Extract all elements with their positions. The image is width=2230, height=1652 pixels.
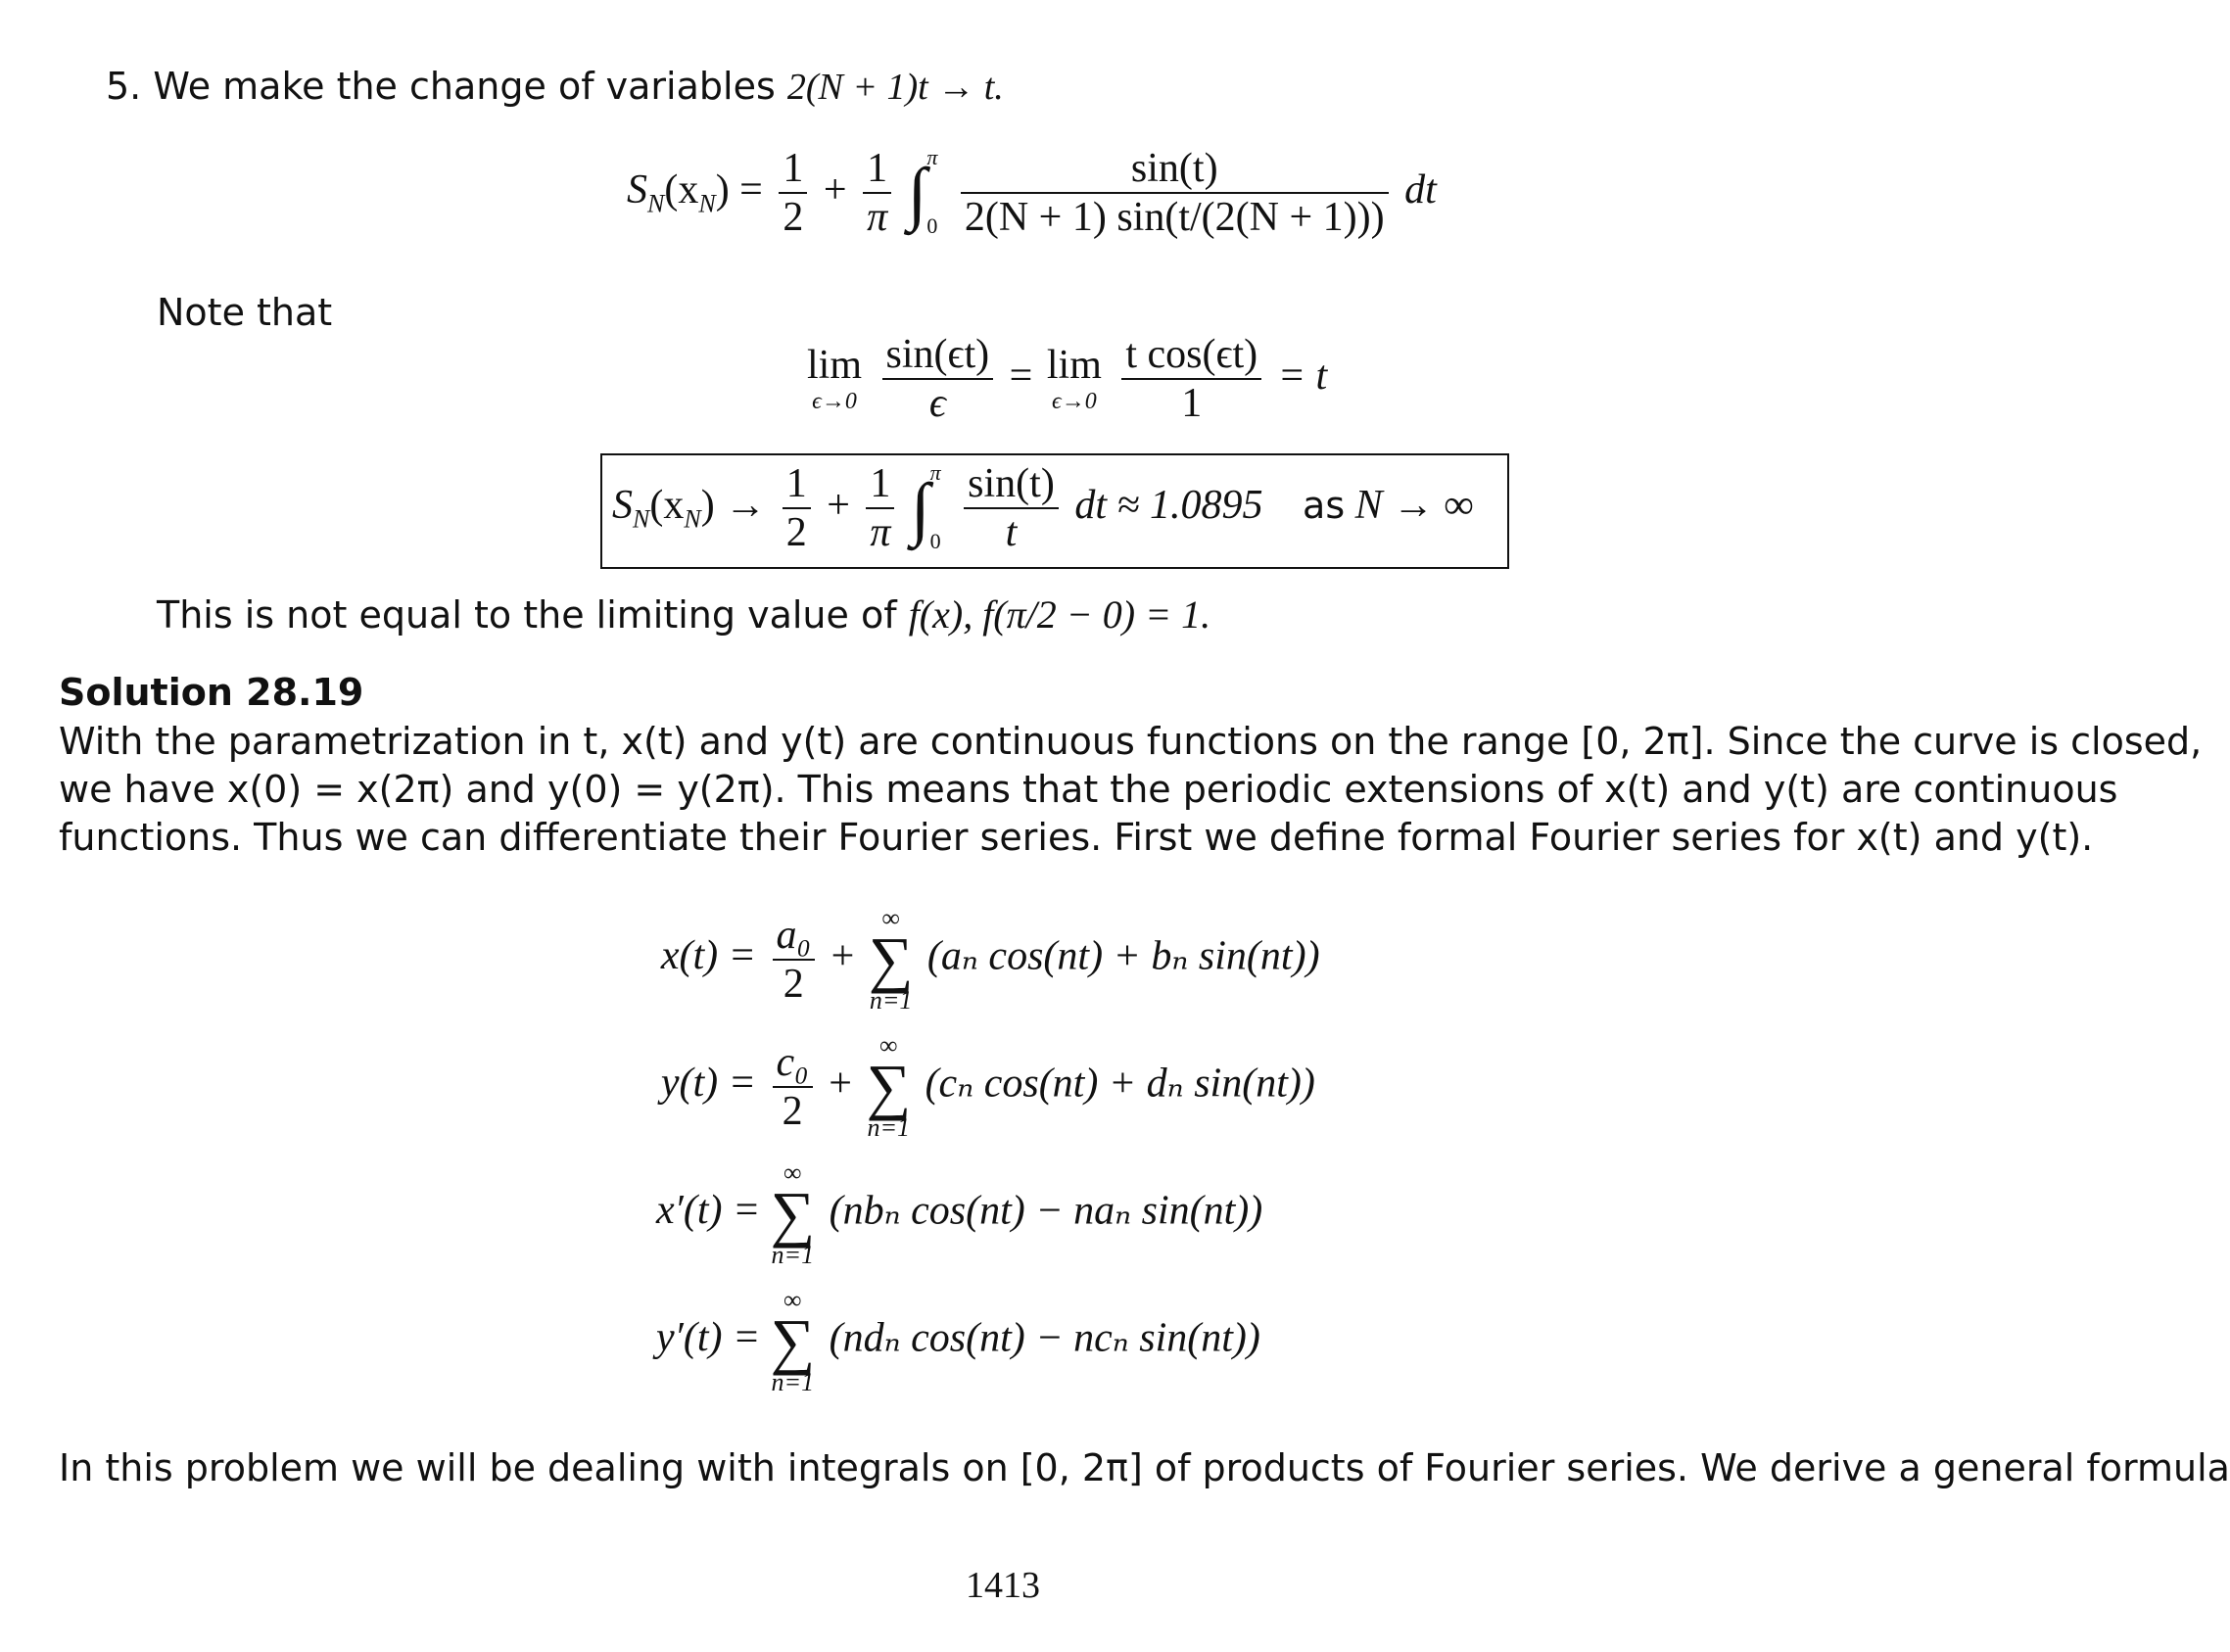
- limit-condition: N → ∞: [1354, 482, 1474, 528]
- series-body: (cₙ cos(nt) + dₙ sin(nt)): [925, 1061, 1315, 1107]
- series-body: (ndₙ cos(nt) − ncₙ sin(nt)): [829, 1315, 1260, 1361]
- summation: [771, 1160, 816, 1268]
- eq3-lhs: S: [612, 482, 633, 528]
- sum-top: ∞: [783, 1158, 802, 1187]
- frac-den: 2: [785, 510, 807, 556]
- series-lhs: x(t) =: [660, 933, 756, 979]
- frac-den: 2: [782, 1088, 803, 1134]
- series-lhs: x′(t) =: [656, 1188, 761, 1234]
- frac-num: 1: [863, 145, 891, 194]
- paragraph-line: functions. Thus we can differentiate their Fourier series. First we define formal Fourier series for x(t) and y(t).: [59, 816, 2094, 859]
- frac-num: c₀: [773, 1039, 813, 1088]
- frac-num: 1: [783, 460, 811, 509]
- eq3-lhs-close: ) →: [700, 482, 767, 528]
- frac-den: 2: [783, 961, 804, 1007]
- sum-top: ∞: [881, 904, 900, 932]
- fraction-sinc: [964, 460, 1059, 557]
- fraction-integrand: [961, 145, 1389, 242]
- equals-sign: =: [1009, 353, 1033, 399]
- fraction-one-over-pi: [863, 145, 891, 242]
- sigma-glyph: ∑: [866, 1052, 912, 1121]
- summation: [869, 906, 914, 1014]
- integral-value: dt ≈ 1.0895: [1074, 482, 1263, 528]
- note-that-text: Note that: [157, 291, 333, 334]
- sigma-glyph: ∑: [770, 1306, 816, 1376]
- frac-den: π: [867, 195, 888, 241]
- limit-sub: ϵ→0: [812, 389, 857, 415]
- frac-num: sin(t): [961, 145, 1389, 194]
- fraction-sin-eps: [882, 331, 994, 428]
- sum-bottom: n=1: [867, 1112, 911, 1142]
- series-body: (aₙ cos(nt) + bₙ sin(nt)): [926, 933, 1320, 979]
- frac-den: 2: [783, 195, 804, 241]
- integral-sign: ∫: [910, 468, 930, 547]
- equation-sn-limit: [612, 460, 1474, 557]
- plus-sign: +: [827, 482, 850, 528]
- fraction-tcos: [1121, 331, 1261, 428]
- as-word: as: [1303, 483, 1346, 527]
- fraction-a0: [773, 912, 816, 1009]
- sum-top: ∞: [783, 1286, 802, 1314]
- not-equal-line: [157, 591, 1210, 637]
- paragraph-line: In this problem we will be dealing with integrals on [0, 2π] of products of Fourier series. We derive a general formula: [59, 1446, 2230, 1489]
- series-body: (nbₙ cos(nt) − naₙ sin(nt)): [829, 1188, 1263, 1234]
- sum-top: ∞: [878, 1031, 898, 1060]
- fraction-one-over-pi: [866, 460, 894, 557]
- eq1-lhs-close: ) =: [715, 166, 763, 212]
- limit-operator: [807, 345, 862, 413]
- limit-operator: [1047, 345, 1102, 413]
- summation: [866, 1033, 911, 1141]
- closing-paragraph: [59, 1444, 2230, 1492]
- series-y: [656, 1033, 1315, 1141]
- not-equal-math: f(x), f(π/2 − 0) = 1.: [908, 592, 1211, 637]
- not-equal-text: This is not equal to the limiting value of: [157, 593, 897, 637]
- sum-bottom: n=1: [771, 1367, 815, 1396]
- sigma-glyph: ∑: [770, 1179, 816, 1249]
- equation-limit: [803, 331, 1327, 428]
- integral-upper: π: [926, 145, 938, 170]
- series-y-prime: [656, 1288, 1260, 1395]
- paragraph-line: we have x(0) = x(2π) and y(0) = y(2π). This means that the periodic extensions of x(t) and y(t) are continuous: [59, 768, 2118, 811]
- eq1-lhs-arg: (x: [664, 166, 699, 212]
- limit-word: lim: [807, 343, 863, 389]
- summation: [771, 1288, 816, 1395]
- frac-num: sin(t): [964, 460, 1059, 509]
- fraction-c0: [773, 1039, 813, 1136]
- eq3-lhs-arg: (x: [649, 482, 685, 528]
- limit-word: lim: [1046, 343, 1102, 389]
- limit-result: = t: [1277, 353, 1328, 399]
- plus-sign: +: [823, 166, 847, 212]
- frac-den: 2(N + 1) sin(t/(2(N + 1))): [964, 195, 1385, 241]
- eq1-lhs-arg-sub: N: [698, 189, 716, 218]
- solution-paragraph: [59, 718, 2203, 862]
- integral-sign: ∫: [907, 153, 927, 232]
- frac-den: t: [1005, 510, 1018, 556]
- sum-bottom: n=1: [869, 985, 913, 1015]
- integral-lower: 0: [929, 529, 941, 554]
- frac-num: 1: [866, 460, 894, 509]
- item-5-line: [106, 65, 1004, 109]
- frac-num: 1: [779, 145, 807, 194]
- solution-heading: Solution 28.19: [59, 671, 364, 714]
- eq3-lhs-arg-sub: N: [684, 504, 701, 534]
- frac-num: t cos(ϵt): [1121, 331, 1261, 380]
- integral-lower: 0: [926, 213, 938, 239]
- integral-limits: [926, 145, 944, 239]
- item-math: 2(N + 1)t → t.: [786, 67, 1004, 108]
- frac-den: 1: [1181, 381, 1203, 427]
- item-number: 5.: [106, 65, 142, 108]
- fraction-half: [783, 460, 811, 557]
- eq3-lhs-sub: N: [633, 504, 650, 534]
- plus-sign: +: [829, 1061, 852, 1107]
- sum-bottom: n=1: [771, 1240, 815, 1269]
- page-number: 1413: [966, 1565, 1040, 1606]
- frac-num: a₀: [773, 912, 816, 961]
- paragraph-line: With the parametrization in t, x(t) and y(t) are continuous functions on the range [0, 2π]. Since the curve is closed,: [59, 720, 2203, 763]
- series-x: [656, 906, 1320, 1014]
- integral-upper: π: [929, 460, 941, 486]
- integral-limits: [929, 460, 948, 554]
- frac-den: ϵ: [928, 381, 946, 427]
- differential-dt: dt: [1404, 166, 1437, 212]
- fraction-half: [779, 145, 807, 242]
- sigma-glyph: ∑: [868, 924, 914, 994]
- frac-num: sin(ϵt): [882, 331, 994, 380]
- series-lhs: y′(t) =: [656, 1315, 761, 1361]
- limit-sub: ϵ→0: [1052, 389, 1097, 415]
- plus-sign: +: [830, 933, 855, 979]
- eq1-lhs-sub: N: [647, 189, 665, 218]
- frac-den: π: [870, 510, 891, 556]
- eq1-lhs: S: [627, 166, 647, 212]
- series-x-prime: [656, 1160, 1262, 1268]
- series-lhs: y(t) =: [660, 1061, 756, 1107]
- item-text: We make the change of variables: [153, 65, 776, 108]
- equation-sn-integral: [627, 145, 1437, 242]
